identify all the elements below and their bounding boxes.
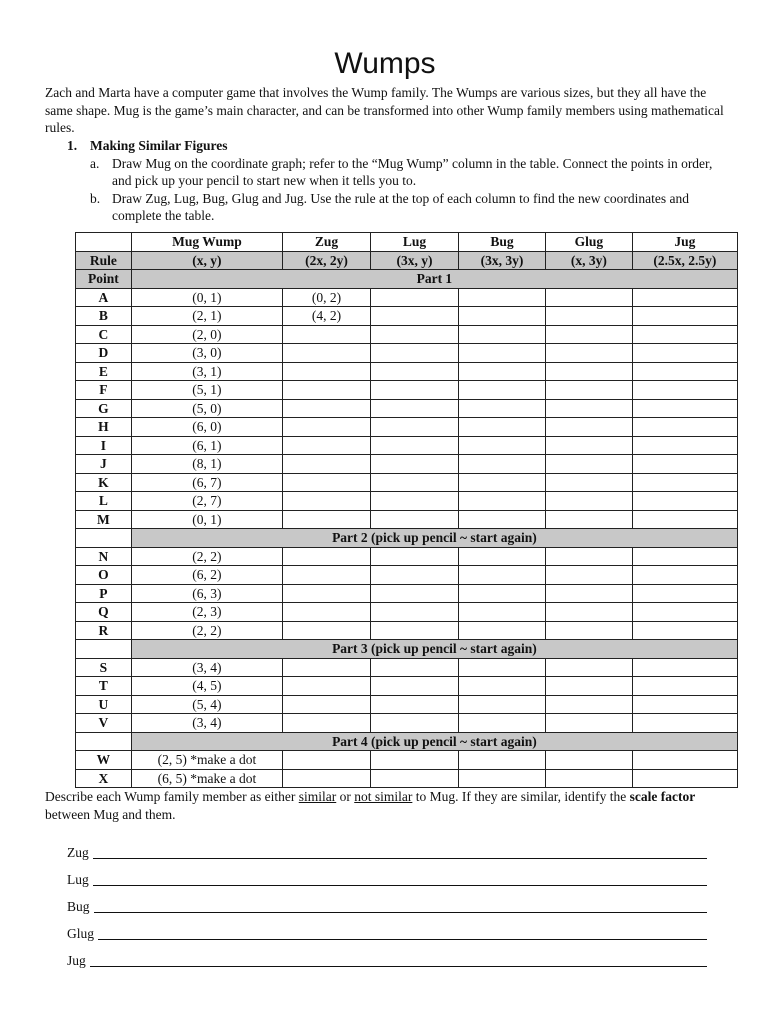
point-cell: T: [76, 677, 132, 696]
answer-line-label: Glug: [67, 926, 94, 941]
bug-cell[interactable]: [459, 658, 546, 677]
zug-cell[interactable]: [283, 566, 371, 585]
table-row: [76, 566, 738, 585]
lug-cell[interactable]: [371, 288, 459, 307]
lug-cell[interactable]: [371, 566, 459, 585]
table-body: [76, 270, 738, 788]
jug-cell[interactable]: [632, 751, 737, 770]
part-point-cell: [76, 732, 132, 751]
instruction-a-text: Draw Mug on the coordinate graph; refer to the “Mug Wump” column in the table. Connect the points in order, and pick up your pencil to start new when it tells you to.: [112, 155, 713, 188]
point-cell: Q: [76, 603, 132, 622]
intro-paragraph: Zach and Marta have a computer game that involves the Wump family. The Wumps are various sizes, but they all have the same shape. Mug is the game’s main character, and can be transformed into other Wump family members using mathematical rules.: [45, 85, 724, 135]
lug-cell[interactable]: [371, 584, 459, 603]
point-cell: U: [76, 695, 132, 714]
point-cell: N: [76, 547, 132, 566]
answer-line-label: Jug: [67, 953, 86, 968]
glug-cell[interactable]: [545, 769, 632, 788]
bug-cell[interactable]: [459, 436, 546, 455]
instruction-b-letter: b.: [90, 190, 101, 206]
answer-line[interactable]: [94, 900, 707, 913]
bug-cell[interactable]: [459, 288, 546, 307]
bug-cell[interactable]: [459, 603, 546, 622]
zug-cell[interactable]: [283, 473, 371, 492]
lug-cell[interactable]: [371, 769, 459, 788]
lug-cell[interactable]: [371, 399, 459, 418]
header-cell: Jug: [632, 233, 737, 252]
table-row: [76, 436, 738, 455]
jug-cell[interactable]: [632, 399, 737, 418]
table-row: [76, 621, 738, 640]
zug-cell[interactable]: [283, 603, 371, 622]
point-cell: O: [76, 566, 132, 585]
jug-cell[interactable]: [632, 418, 737, 437]
jug-cell[interactable]: [632, 381, 737, 400]
table-row: [76, 769, 738, 788]
describe-text: to Mug. If they are similar, identify the: [412, 789, 630, 804]
table-row: [76, 399, 738, 418]
header-row: [76, 233, 738, 252]
answer-line-row: [67, 834, 707, 861]
zug-cell[interactable]: [283, 584, 371, 603]
answer-lines: [67, 834, 707, 969]
part-row: [76, 270, 738, 289]
mug-cell: (6, 0): [131, 418, 282, 437]
zug-cell[interactable]: [283, 399, 371, 418]
describe-text: between Mug and them.: [45, 806, 176, 822]
lug-cell[interactable]: [371, 473, 459, 492]
rule-cell: (x, y): [131, 251, 282, 270]
mug-cell: (3, 4): [131, 714, 282, 733]
mug-cell: (3, 0): [131, 344, 282, 363]
rule-cell: (x, 3y): [545, 251, 632, 270]
lug-cell[interactable]: [371, 658, 459, 677]
bug-cell[interactable]: [459, 695, 546, 714]
mug-cell: (6, 1): [131, 436, 282, 455]
zug-cell[interactable]: [283, 418, 371, 437]
header-cell: Glug: [545, 233, 632, 252]
mug-cell: (6, 2): [131, 566, 282, 585]
lug-cell[interactable]: [371, 714, 459, 733]
part-row: [76, 529, 738, 548]
mug-cell: (2, 0): [131, 325, 282, 344]
lug-cell[interactable]: [371, 492, 459, 511]
jug-cell[interactable]: [632, 566, 737, 585]
zug-cell[interactable]: [283, 695, 371, 714]
lug-cell[interactable]: [371, 455, 459, 474]
mug-cell: (3, 4): [131, 658, 282, 677]
glug-cell[interactable]: [545, 566, 632, 585]
lug-cell[interactable]: [371, 510, 459, 529]
mug-cell: (6, 3): [131, 584, 282, 603]
mug-cell: (2, 3): [131, 603, 282, 622]
point-cell: J: [76, 455, 132, 474]
table-row: [76, 288, 738, 307]
mug-cell: (2, 2): [131, 547, 282, 566]
point-cell: K: [76, 473, 132, 492]
instruction-b-text: Draw Zug, Lug, Bug, Glug and Jug. Use the rule at the top of each column to find the new coordinates and complete the table.: [112, 190, 689, 223]
glug-cell[interactable]: [545, 677, 632, 696]
zug-cell[interactable]: [283, 362, 371, 381]
jug-cell[interactable]: [632, 695, 737, 714]
zug-cell[interactable]: [283, 381, 371, 400]
glug-cell[interactable]: [545, 603, 632, 622]
bug-cell[interactable]: [459, 621, 546, 640]
glug-cell[interactable]: [545, 307, 632, 326]
bug-cell[interactable]: [459, 381, 546, 400]
glug-cell[interactable]: [545, 547, 632, 566]
table-row: [76, 510, 738, 529]
rule-cell: (2.5x, 2.5y): [632, 251, 737, 270]
table-row: [76, 695, 738, 714]
bug-cell[interactable]: [459, 473, 546, 492]
mug-cell: (2, 2): [131, 621, 282, 640]
rule-row: [76, 251, 738, 270]
mug-cell: (5, 4): [131, 695, 282, 714]
glug-cell[interactable]: [545, 418, 632, 437]
point-cell: D: [76, 344, 132, 363]
instruction-a-letter: a.: [90, 155, 100, 171]
jug-cell[interactable]: [632, 677, 737, 696]
lug-cell[interactable]: [371, 307, 459, 326]
table-row: [76, 603, 738, 622]
point-cell: R: [76, 621, 132, 640]
zug-cell[interactable]: [283, 547, 371, 566]
mug-cell: (8, 1): [131, 455, 282, 474]
table-row: [76, 658, 738, 677]
zug-cell[interactable]: [283, 621, 371, 640]
jug-cell[interactable]: [632, 510, 737, 529]
jug-cell[interactable]: [632, 307, 737, 326]
lug-cell[interactable]: [371, 418, 459, 437]
part-point-cell: [76, 640, 132, 659]
bug-cell[interactable]: [459, 714, 546, 733]
glug-cell[interactable]: [545, 714, 632, 733]
mug-cell: (0, 1): [131, 510, 282, 529]
zug-cell[interactable]: [283, 492, 371, 511]
bug-cell[interactable]: [459, 769, 546, 788]
mug-cell: (6, 5) *make a dot: [131, 769, 282, 788]
header-cell: Bug: [459, 233, 546, 252]
lug-cell[interactable]: [371, 436, 459, 455]
header-cell: Lug: [371, 233, 459, 252]
table-row: [76, 381, 738, 400]
bug-cell[interactable]: [459, 362, 546, 381]
bug-cell[interactable]: [459, 492, 546, 511]
jug-cell[interactable]: [632, 584, 737, 603]
point-cell: B: [76, 307, 132, 326]
answer-line-label: Lug: [67, 872, 89, 887]
describe-instructions: [45, 788, 725, 823]
part-row: [76, 640, 738, 659]
lug-cell[interactable]: [371, 547, 459, 566]
glug-cell[interactable]: [545, 492, 632, 511]
question-title: Making Similar Figures: [90, 138, 228, 153]
bug-cell[interactable]: [459, 751, 546, 770]
rule-cell: (2x, 2y): [283, 251, 371, 270]
bug-cell[interactable]: [459, 325, 546, 344]
bug-cell[interactable]: [459, 418, 546, 437]
header-cell: Zug: [283, 233, 371, 252]
table-row: [76, 492, 738, 511]
zug-cell[interactable]: [283, 714, 371, 733]
glug-cell[interactable]: [545, 455, 632, 474]
mug-cell: (6, 7): [131, 473, 282, 492]
mug-cell: (5, 0): [131, 399, 282, 418]
table-row: [76, 418, 738, 437]
jug-cell[interactable]: [632, 288, 737, 307]
zug-cell[interactable]: [283, 344, 371, 363]
glug-cell[interactable]: [545, 381, 632, 400]
part-title: Part 1: [131, 270, 737, 289]
jug-cell[interactable]: [632, 492, 737, 511]
similar-term: similar: [298, 789, 337, 804]
table-row: [76, 751, 738, 770]
glug-cell[interactable]: [545, 695, 632, 714]
point-cell: F: [76, 381, 132, 400]
answer-line[interactable]: [90, 954, 707, 967]
jug-cell[interactable]: [632, 714, 737, 733]
lug-cell[interactable]: [371, 381, 459, 400]
glug-cell[interactable]: [545, 399, 632, 418]
jug-cell[interactable]: [632, 455, 737, 474]
point-cell: I: [76, 436, 132, 455]
answer-line-label: Zug: [67, 845, 89, 860]
point-cell: W: [76, 751, 132, 770]
point-cell: X: [76, 769, 132, 788]
bug-cell[interactable]: [459, 455, 546, 474]
jug-cell[interactable]: [632, 603, 737, 622]
coordinates-table: [75, 232, 738, 788]
lug-cell[interactable]: [371, 362, 459, 381]
describe-text: Describe each Wump family member as either: [45, 789, 299, 804]
point-cell: V: [76, 714, 132, 733]
zug-cell[interactable]: [283, 677, 371, 696]
table-row: [76, 547, 738, 566]
answer-line-row: [67, 915, 707, 942]
lug-cell[interactable]: [371, 621, 459, 640]
table-row: [76, 344, 738, 363]
bug-cell[interactable]: [459, 307, 546, 326]
point-label: Point: [76, 270, 132, 289]
zug-cell[interactable]: [283, 658, 371, 677]
scale-factor-term: scale factor: [629, 789, 696, 804]
point-cell: H: [76, 418, 132, 437]
glug-cell[interactable]: [545, 751, 632, 770]
glug-cell[interactable]: [545, 344, 632, 363]
mug-cell: (3, 1): [131, 362, 282, 381]
part-point-cell: [76, 529, 132, 548]
glug-cell[interactable]: [545, 362, 632, 381]
part-title: Part 3 (pick up pencil ~ start again): [131, 640, 737, 659]
jug-cell[interactable]: [632, 362, 737, 381]
mug-cell: (0, 1): [131, 288, 282, 307]
jug-cell[interactable]: [632, 473, 737, 492]
jug-cell[interactable]: [632, 547, 737, 566]
part-title: Part 2 (pick up pencil ~ start again): [131, 529, 737, 548]
answer-line-row: [67, 861, 707, 888]
glug-cell[interactable]: [545, 473, 632, 492]
mug-cell: (2, 5) *make a dot: [131, 751, 282, 770]
question-number: 1.: [67, 138, 78, 153]
lug-cell[interactable]: [371, 325, 459, 344]
table-row: [76, 584, 738, 603]
answer-line-row: [67, 942, 707, 969]
table-row: [76, 473, 738, 492]
table-row: [76, 714, 738, 733]
jug-cell[interactable]: [632, 325, 737, 344]
point-cell: E: [76, 362, 132, 381]
table-row: [76, 325, 738, 344]
table-row: [76, 307, 738, 326]
point-cell: A: [76, 288, 132, 307]
answer-line-row: [67, 888, 707, 915]
lug-cell[interactable]: [371, 677, 459, 696]
describe-text: or: [336, 789, 355, 804]
jug-cell[interactable]: [632, 344, 737, 363]
table-row: [76, 677, 738, 696]
jug-cell[interactable]: [632, 658, 737, 677]
mug-cell: (4, 5): [131, 677, 282, 696]
bug-cell[interactable]: [459, 584, 546, 603]
point-cell: G: [76, 399, 132, 418]
zug-cell[interactable]: (4, 2): [283, 307, 371, 326]
glug-cell[interactable]: [545, 510, 632, 529]
answer-line[interactable]: [93, 846, 707, 859]
part-row: [76, 732, 738, 751]
point-cell: S: [76, 658, 132, 677]
bug-cell[interactable]: [459, 510, 546, 529]
mug-cell: (5, 1): [131, 381, 282, 400]
lug-cell[interactable]: [371, 695, 459, 714]
point-cell: P: [76, 584, 132, 603]
zug-cell[interactable]: (0, 2): [283, 288, 371, 307]
answer-line-label: Bug: [67, 899, 90, 914]
zug-cell[interactable]: [283, 510, 371, 529]
table-row: [76, 362, 738, 381]
zug-cell[interactable]: [283, 769, 371, 788]
page-title: Wumps: [334, 47, 436, 80]
instruction-b: [90, 190, 727, 225]
mug-cell: (2, 1): [131, 307, 282, 326]
point-cell: M: [76, 510, 132, 529]
point-cell: L: [76, 492, 132, 511]
rule-cell: (3x, 3y): [459, 251, 546, 270]
answer-line[interactable]: [93, 873, 707, 886]
bug-cell[interactable]: [459, 399, 546, 418]
glug-cell[interactable]: [545, 325, 632, 344]
mug-cell: (2, 7): [131, 492, 282, 511]
zug-cell[interactable]: [283, 751, 371, 770]
bug-cell[interactable]: [459, 547, 546, 566]
jug-cell[interactable]: [632, 769, 737, 788]
bug-cell[interactable]: [459, 566, 546, 585]
jug-cell[interactable]: [632, 436, 737, 455]
instruction-a: [90, 155, 727, 190]
lug-cell[interactable]: [371, 751, 459, 770]
zug-cell[interactable]: [283, 325, 371, 344]
answer-line[interactable]: [98, 927, 707, 940]
zug-cell[interactable]: [283, 436, 371, 455]
header-cell: [76, 233, 132, 252]
bug-cell[interactable]: [459, 677, 546, 696]
glug-cell[interactable]: [545, 288, 632, 307]
table-row: [76, 455, 738, 474]
point-cell: C: [76, 325, 132, 344]
glug-cell[interactable]: [545, 658, 632, 677]
not-similar-term: not similar: [354, 789, 413, 804]
glug-cell[interactable]: [545, 584, 632, 603]
lug-cell[interactable]: [371, 603, 459, 622]
jug-cell[interactable]: [632, 621, 737, 640]
rule-label: Rule: [76, 251, 132, 270]
lug-cell[interactable]: [371, 344, 459, 363]
zug-cell[interactable]: [283, 455, 371, 474]
glug-cell[interactable]: [545, 436, 632, 455]
question-1: [67, 137, 727, 225]
part-title: Part 4 (pick up pencil ~ start again): [131, 732, 737, 751]
rule-cell: (3x, y): [371, 251, 459, 270]
header-cell: Mug Wump: [131, 233, 282, 252]
bug-cell[interactable]: [459, 344, 546, 363]
glug-cell[interactable]: [545, 621, 632, 640]
